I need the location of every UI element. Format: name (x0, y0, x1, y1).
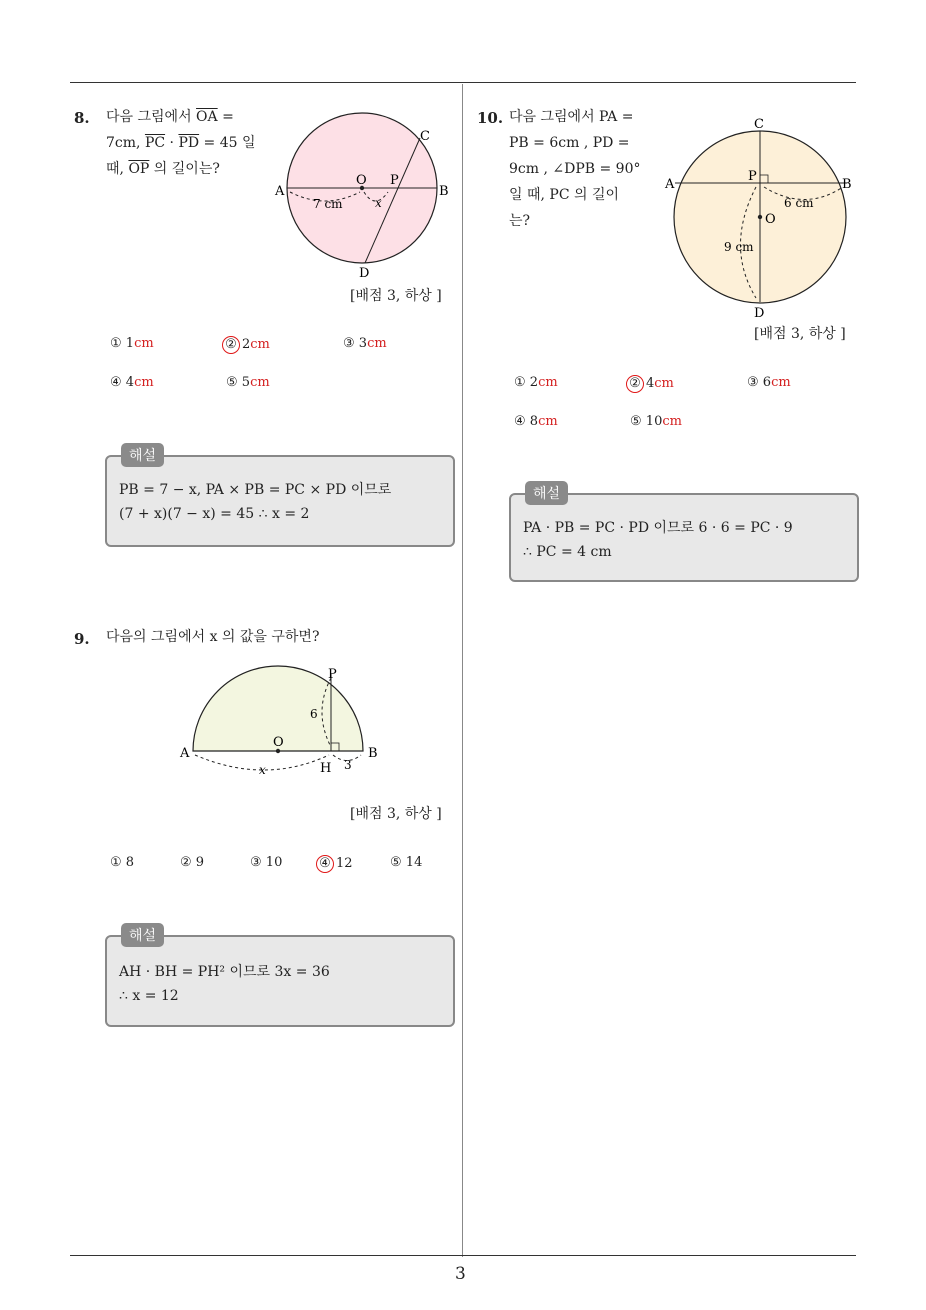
svg-text:9 cm: 9 cm (724, 240, 754, 254)
question-10-figure (660, 112, 860, 322)
question-9-number: 9. (74, 630, 90, 648)
center-point (758, 215, 762, 219)
question-8-score: [배점 3, 하상 ] (350, 288, 442, 304)
svg-text:A: A (665, 177, 675, 192)
selected-answer-mark: ④ (316, 855, 334, 873)
q10-choice-3[interactable]: ③ 6cm (747, 375, 791, 390)
q10-choice-2[interactable]: ② 4cm (630, 375, 674, 393)
solution-line-2: ∴ x = 12 (119, 988, 179, 1004)
question-9-solution (105, 928, 455, 1027)
top-rule (70, 82, 856, 83)
q8-choice-5[interactable]: ⑤ 5cm (226, 375, 270, 390)
svg-text:7 cm: 7 cm (313, 197, 343, 211)
svg-text:B: B (842, 177, 852, 192)
svg-text:6: 6 (310, 707, 318, 721)
q10-choice-4[interactable]: ④ 8cm (514, 414, 558, 429)
q10-choice-1[interactable]: ① 2cm (514, 375, 558, 390)
question-10-text: 다음 그림에서 PA = PB = 6cm , PD = 9cm , ∠DPB = 90° 일 때, PC 의 길이 는? (509, 109, 641, 229)
q9-choice-2[interactable]: ② 9 (180, 855, 205, 870)
question-9-score: [배점 3, 하상 ] (350, 806, 442, 822)
svg-text:P: P (328, 667, 337, 682)
q9-choice-1[interactable]: ① 8 (110, 855, 135, 870)
solution-line-1: AH · BH = PH² 이므로 3x = 36 (119, 964, 330, 980)
solution-tag: 해설 (525, 481, 568, 505)
svg-text:O: O (273, 735, 284, 750)
svg-text:D: D (754, 306, 765, 321)
svg-text:B: B (439, 184, 449, 199)
svg-text:B: B (368, 746, 378, 761)
bottom-rule (70, 1255, 856, 1256)
q8-choice-3[interactable]: ③ 3cm (343, 336, 387, 351)
q8-choice-4[interactable]: ④ 4cm (110, 375, 154, 390)
svg-text:A: A (180, 746, 190, 761)
column-divider (462, 84, 463, 1257)
svg-text:A: A (275, 184, 285, 199)
svg-text:H: H (320, 761, 332, 776)
q9-choice-5[interactable]: ⑤ 14 (390, 855, 423, 870)
question-10-score: [배점 3, 하상 ] (754, 326, 846, 342)
solution-line-1: PA · PB = PC · PD 이므로 6 · 6 = PC · 9 (523, 520, 793, 536)
q9-choice-3[interactable]: ③ 10 (250, 855, 283, 870)
svg-text:O: O (356, 173, 367, 188)
svg-text:P: P (748, 169, 757, 184)
svg-text:D: D (359, 266, 370, 281)
svg-text:6 cm: 6 cm (784, 196, 814, 210)
question-10-number: 10. (477, 109, 504, 127)
selected-answer-mark: ② (626, 375, 644, 393)
selected-answer-mark: ② (222, 336, 240, 354)
q10-choice-5[interactable]: ⑤ 10cm (630, 414, 682, 429)
question-8-text: 다음 그림에서 $\overline{OA}$ = 7cm, $\overline{PC} \cdot \overline{PD} = 45$ 일 때, $\overline{OP}$ 의 길이는? (106, 109, 256, 177)
question-8-number: 8. (74, 109, 90, 127)
svg-text:3: 3 (344, 758, 352, 772)
solution-line-2: (7 + x)(7 − x) = 45 ∴ x = 2 (119, 506, 310, 522)
svg-text:P: P (390, 173, 399, 188)
q8-choice-2[interactable]: ② 2cm (226, 336, 270, 354)
question-8-solution (105, 448, 455, 547)
svg-text:O: O (765, 212, 776, 227)
svg-text:x: x (259, 763, 266, 777)
q9-choice-4[interactable]: ④ 12 (320, 855, 353, 873)
page-number: 3 (455, 1264, 466, 1284)
question-8-figure (270, 110, 460, 285)
q8-choice-1[interactable]: ① 1cm (110, 336, 154, 351)
question-10-solution (509, 486, 859, 582)
svg-text:C: C (420, 129, 430, 144)
solution-tag: 해설 (121, 443, 164, 467)
svg-text:x: x (375, 196, 382, 210)
question-9-text: 다음의 그림에서 x 의 값을 구하면? (106, 629, 320, 645)
solution-line-2: ∴ PC = 4 cm (523, 544, 612, 560)
solution-line-1: PB = 7 − x, PA × PB = PC × PD 이므로 (119, 482, 392, 498)
solution-tag: 해설 (121, 923, 164, 947)
question-9-figure (175, 660, 385, 780)
svg-text:C: C (754, 117, 764, 132)
